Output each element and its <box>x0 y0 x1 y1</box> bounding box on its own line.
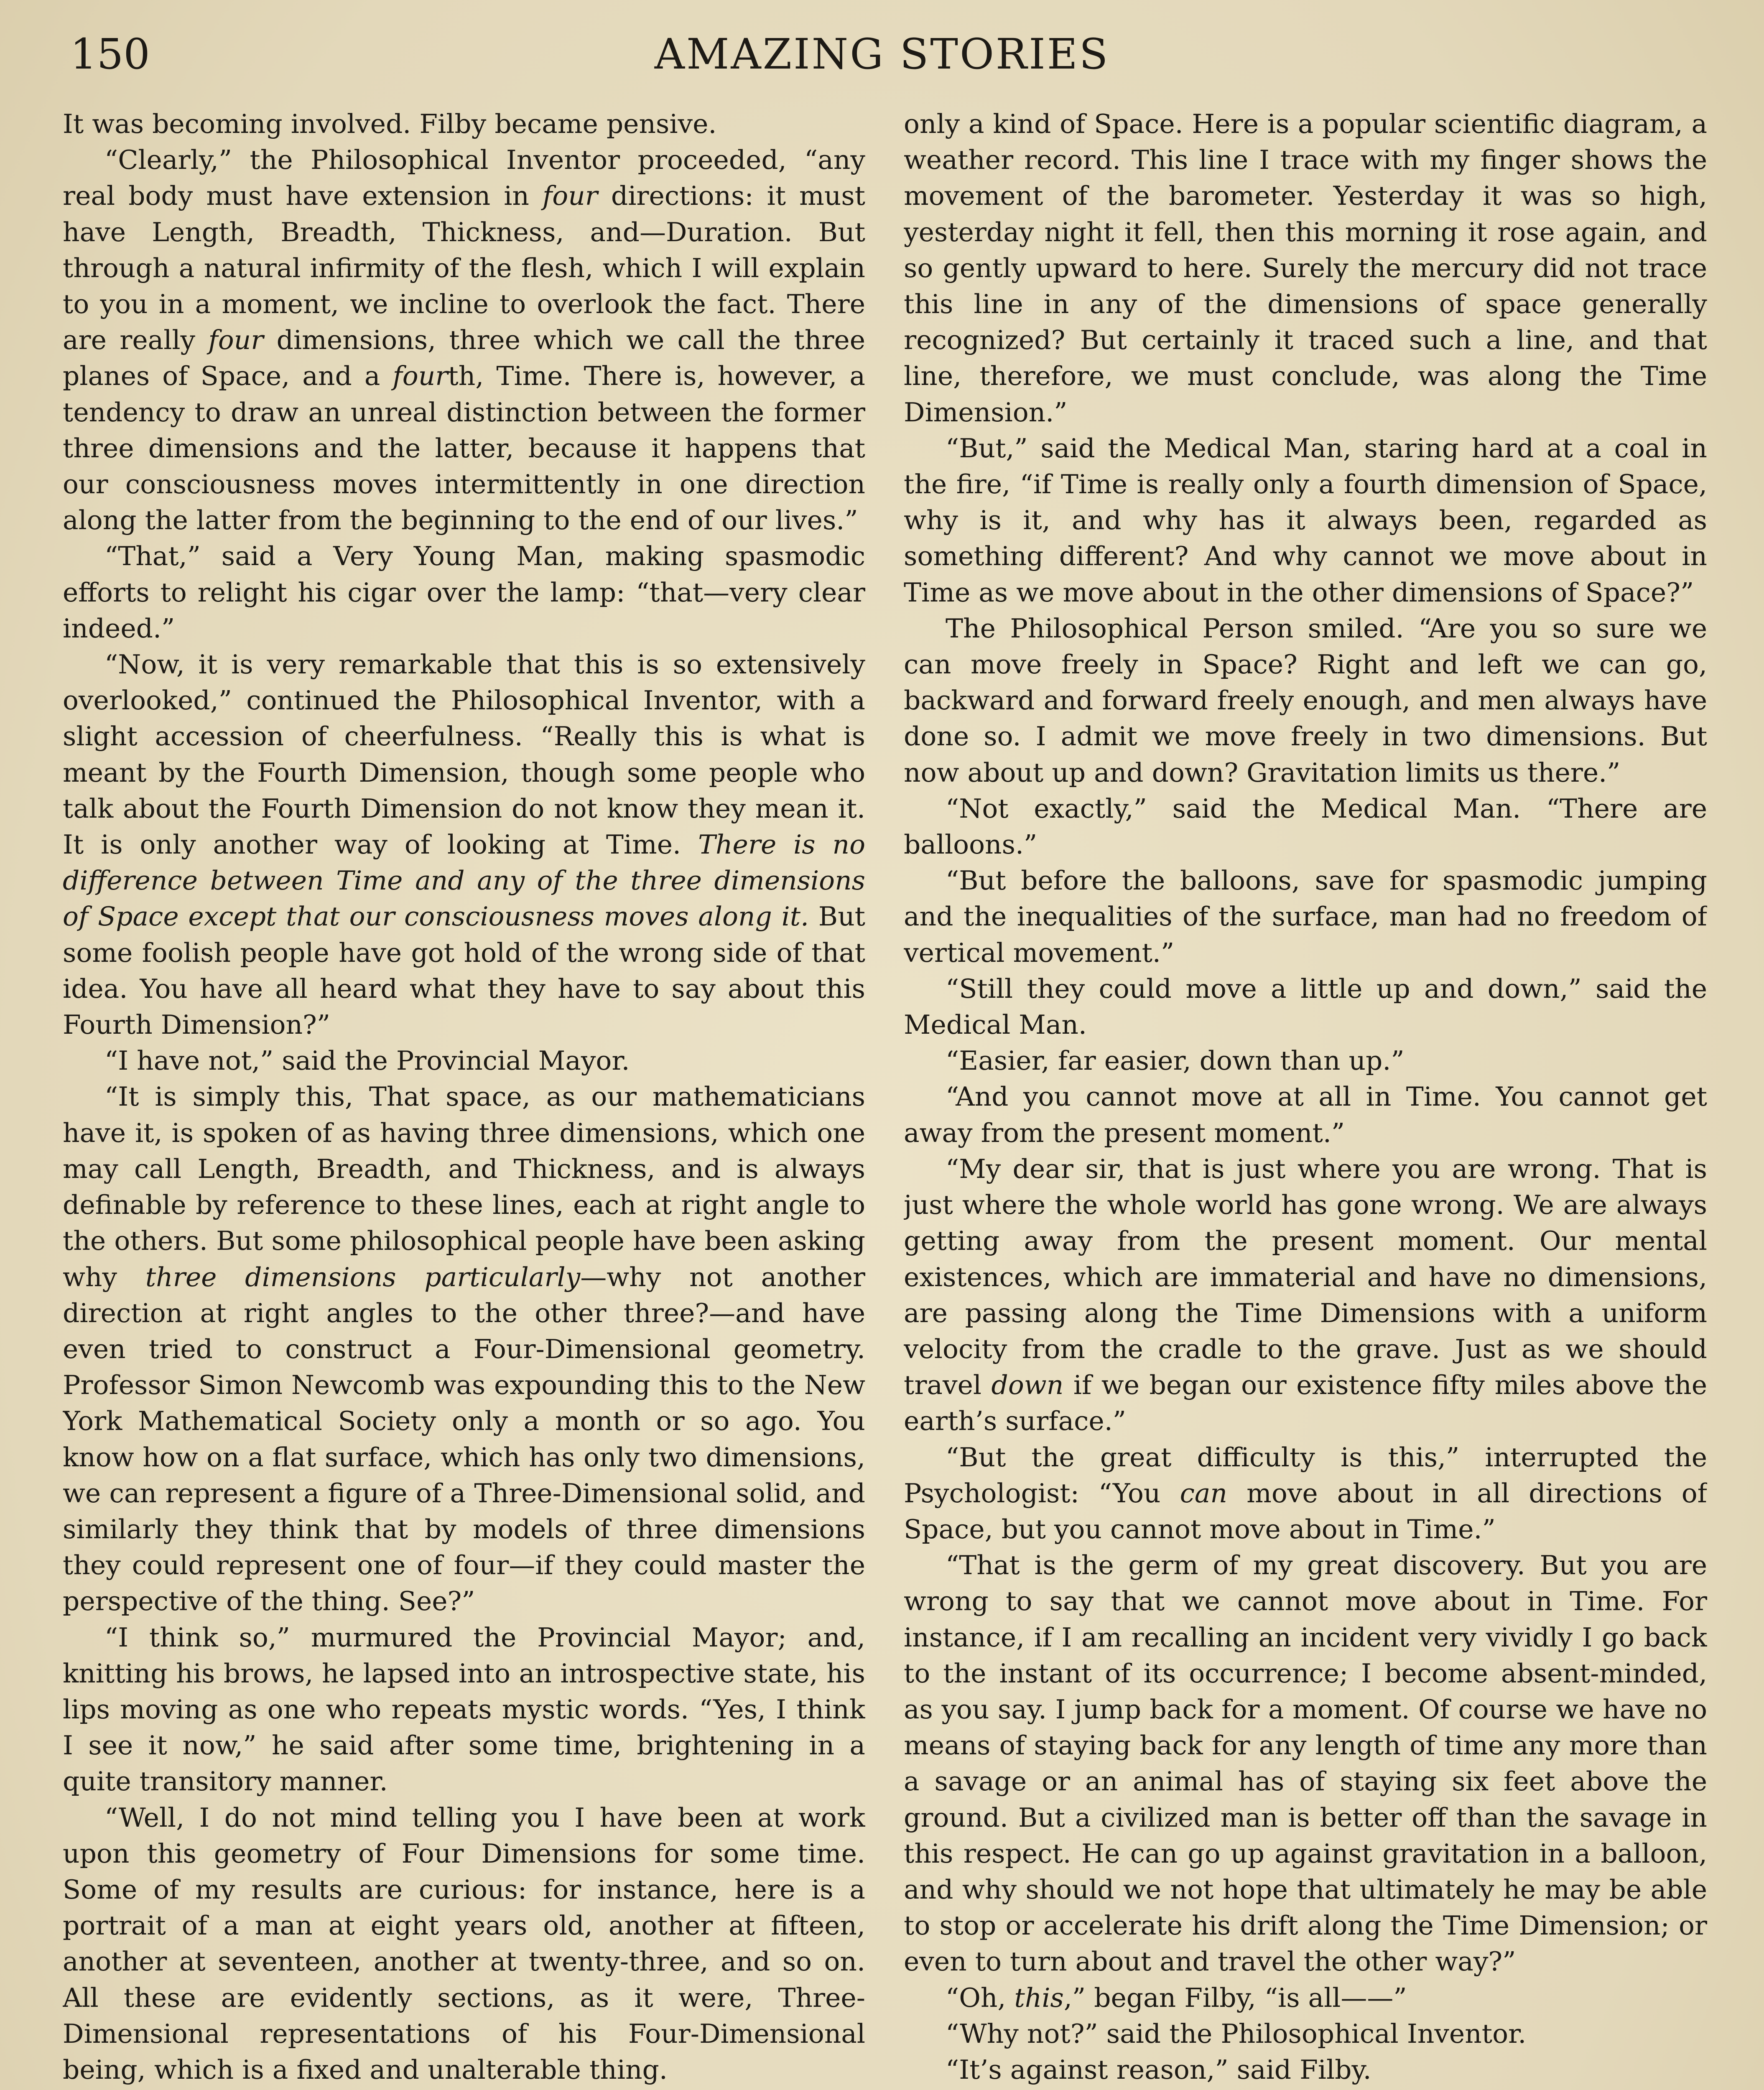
paragraph: “But,” said the Medical Man, staring hard at a coal in the fire, “if Time is really only a fourth dimension of Space, why is it, and why has it always been, regarded as something different? And why cannot we move about in Time as we move about in the other dimensions of Space?” <box>904 433 1707 608</box>
paragraph: “That,” said a Very Young Man, making spasmodic efforts to relight his cigar over the lamp: “that—very clear indeed.” <box>63 541 865 644</box>
paragraph: only a kind of Space. Here is a popular scientific diagram, a weather record. This line I trace with my finger shows the movement of the barometer. Yesterday it was so high, yesterday night it fell, then this morning it rose again, and so gently upward to here. Surely the mercury did not trace this line in any of the dimensions of space generally recognized? But certainly it traced such a line, and that line, therefore, we must conclude, was along the Time Dimension.” <box>904 109 1707 428</box>
page-number: 150 <box>70 30 150 79</box>
paragraph: “Oh, this,” began Filby, “is all——” <box>946 1982 1407 2013</box>
paragraph: “It’s against reason,” said Filby. <box>946 2054 1371 2085</box>
paragraph: “And you cannot move at all in Time. You cannot get away from the present moment.” <box>904 1081 1707 1148</box>
paragraph: “That is the germ of my great discovery. But you are wrong to say that we cannot move about in Time. For instance, if I am recalling an incident very vividly I go back to the instant of its occurrence; I become absent-minded, as you say. I jump back for a moment. Of course we have no means of staying back for any length of time any more than a savage or an animal has of staying six feet above the ground. But a civilized man is better off than the savage in this respect. He can go up against gravitation in a balloon, and why should we not hope that ultimately he may be able to stop or accelerate his drift along the Time Dimension; or even to turn about and travel the other way?” <box>904 1550 1707 1977</box>
right-column <box>904 106 1707 2090</box>
paragraph: “My dear sir, that is just where you are wrong. That is just where the whole world has gone wrong. We are always getting away from the present moment. Our mental existences, which are immaterial and have no dimensions, are passing along the Time Dimensions with a uniform velocity from the cradle to the grave. Just as we should travel down if we began our existence fifty miles above the earth’s surface.” <box>904 1153 1707 1437</box>
paragraph: “Easier, far easier, down than up.” <box>946 1045 1405 1076</box>
paragraph: “But before the balloons, save for spasmodic jumping and the inequalities of the surface, man had no freedom of vertical movement.” <box>904 865 1707 968</box>
paragraph: “Well, I do not mind telling you I have been at work upon this geometry of Four Dimensions for some time. Some of my results are curious: for instance, here is a portrait of a man at eight years old, another at fifteen, another at seventeen, another at twenty-three, and so on. All these are evidently sections, as it were, Three-Dimensional representations of his Four-Dimensional being, which is a fixed and unalterable thing. <box>63 1802 865 2085</box>
paragraph: “It is simply this, That space, as our mathematicians have it, is spoken of as having three dimensions, which one may call Length, Breadth, and Thickness, and is always definable by reference to these lines, each at right angle to the others. But some philosophical people have been asking why three dimensions particularly—why not another direction at right angles to the other three?—and have even tried to construct a Four-Dimensional geometry. Professor Simon Newcomb was expounding this to the New York Mathematical Society only a month or so ago. You know how on a flat surface, which has only two dimensions, we can represent a figure of a Three-Dimensional solid, and similarly they think that by models of three dimensions they could represent one of four—if they could master the perspective of the thing. See?” <box>63 1081 865 1617</box>
paragraph: “Why not?” said the Philosophical Inventor. <box>946 2018 1527 2049</box>
paragraph: “Clearly,” the Philosophical Inventor proceeded, “any real body must have extension in four directions: it must have Length, Breadth, Thickness, and—Duration. But through a natural infirmity of the flesh, which I will explain to you in a moment, we incline to overlook the fact. There are really four dimensions, three which we call the three planes of Space, and a fourth, Time. There is, however, a tendency to draw an unreal distinction between the former three dimensions and the latter, because it happens that our consciousness moves intermittently in one direction along the latter from the beginning to the end of our lives.” <box>63 145 865 536</box>
paragraph: It was becoming involved. Filby became pensive. <box>63 109 717 139</box>
paragraph: “I have not,” said the Provincial Mayor. <box>105 1045 630 1076</box>
paragraph <box>904 2088 1707 2090</box>
paragraph: The Philosophical Person smiled. “Are you so sure we can move freely in Space? Right and left we can go, backward and forward freely enough, and men always have done so. I admit we move freely in two dimensions. But now about up and down? Gravitation limits us there.” <box>904 613 1707 788</box>
paragraph: “But the great difficulty is this,” interrupted the Psychologist: “You can move about in all directions of Space, but you cannot move about in Time.” <box>904 1442 1707 1545</box>
paragraph: “Still they could move a little up and down,” said the Medical Man. <box>904 973 1707 1040</box>
paragraph: “I think so,” murmured the Provincial Mayor; and, knitting his brows, he lapsed into an introspective state, his lips moving as one who repeats mystic words. “Yes, I think I see it now,” he said after some time, brightening in a quite transitory manner. <box>63 1622 865 1797</box>
running-title: AMAZING STORIES <box>654 30 1110 79</box>
paragraph: “Now, it is very remarkable that this is so extensively overlooked,” continued the Philosophical Inventor, with a slight accession of cheerfulness. “Really this is what is meant by the Fourth Dimension, though some people who talk about the Fourth Dimension do not know they mean it. It is only another way of looking at Time. There is no difference between Time and any of the three dimensions of Space except that our consciousness moves along it. But some foolish people have got hold of the wrong side of that idea. You have all heard what they have to say about this Fourth Dimension?” <box>63 649 865 1040</box>
left-column <box>63 106 865 2090</box>
paragraph: “Not exactly,” said the Medical Man. “There are balloons.” <box>904 793 1707 860</box>
